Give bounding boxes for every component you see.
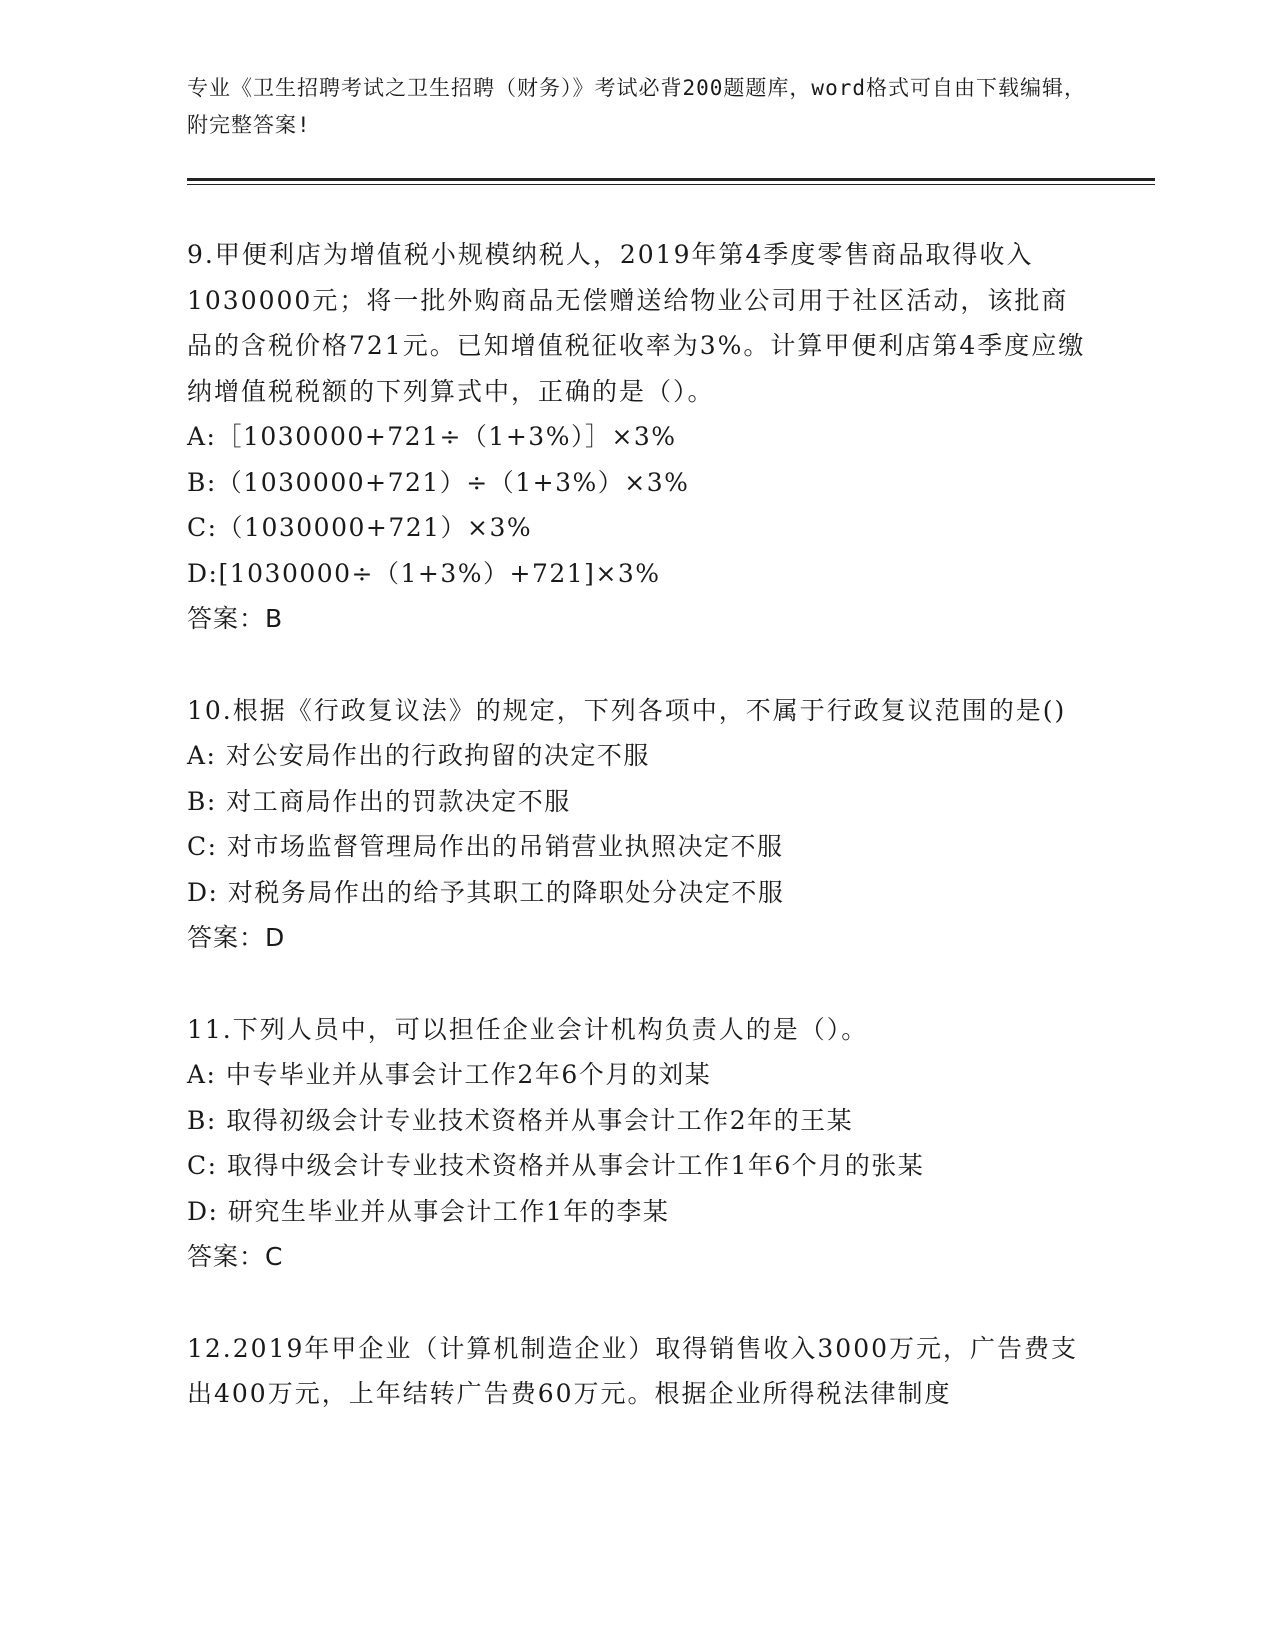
answer: 答案：D bbox=[187, 923, 286, 952]
option-a: A: 中专毕业并从事会计工作2年6个月的刘某 bbox=[187, 1060, 712, 1089]
option-a: A:［1030000+721÷（1+3%）］×3% bbox=[187, 422, 677, 451]
option-b: B: 取得初级会计专业技术资格并从事会计工作2年的王某 bbox=[187, 1105, 854, 1135]
header-divider-thin bbox=[187, 184, 1155, 185]
option-c: C: 取得中级会计专业技术资格并从事会计工作1年6个月的张某 bbox=[187, 1151, 925, 1180]
question-text: 12.2019年甲企业（计算机制造企业）取得销售收入3000万元，广告费支出400万元，上年结转广告费60万元。根据企业所得税法律制度 bbox=[187, 1333, 1079, 1408]
header-divider-thick bbox=[187, 178, 1155, 181]
question-text: 10.根据《行政复议法》的规定，下列各项中，不属于行政复议范围的是() bbox=[187, 695, 1067, 725]
answer: 答案：C bbox=[187, 1242, 284, 1271]
option-d: D:[1030000÷（1+3%）+721]×3% bbox=[187, 558, 661, 588]
question-10 bbox=[187, 688, 1087, 961]
question-11 bbox=[187, 1007, 1087, 1280]
option-a: A: 对公安局作出的行政拘留的决定不服 bbox=[187, 741, 650, 770]
question-9 bbox=[187, 232, 1087, 642]
option-b: B:（1030000+721）÷（1+3%）×3% bbox=[187, 467, 690, 497]
option-b: B: 对工商局作出的罚款决定不服 bbox=[187, 786, 571, 816]
question-12 bbox=[187, 1326, 1087, 1417]
option-d: D: 研究生毕业并从事会计工作1年的李某 bbox=[187, 1196, 670, 1226]
option-c: C: 对市场监督管理局作出的吊销营业执照决定不服 bbox=[187, 832, 784, 861]
option-d: D: 对税务局作出的给予其职工的降职处分决定不服 bbox=[187, 877, 785, 907]
question-list bbox=[187, 232, 1087, 1463]
option-c: C:（1030000+721）×3% bbox=[187, 513, 533, 542]
document-header: 专业《卫生招聘考试之卫生招聘（财务）》考试必背200题题库，word格式可自由下载编辑，附完整答案! bbox=[187, 76, 1086, 137]
question-text: 11.下列人员中，可以担任企业会计机构负责人的是（）。 bbox=[187, 1014, 869, 1044]
question-text: 9.甲便利店为增值税小规模纳税人，2019年第4季度零售商品取得收入1030000元；将一批外购商品无偿赠送给物业公司用于社区活动，该批商品的含税价格721元。已知增值税征收率为3%。计算甲便利店第4季度应缴纳增值税税额的下列算式中，正确的是（）。 bbox=[187, 240, 1086, 406]
answer: 答案：B bbox=[187, 604, 284, 633]
